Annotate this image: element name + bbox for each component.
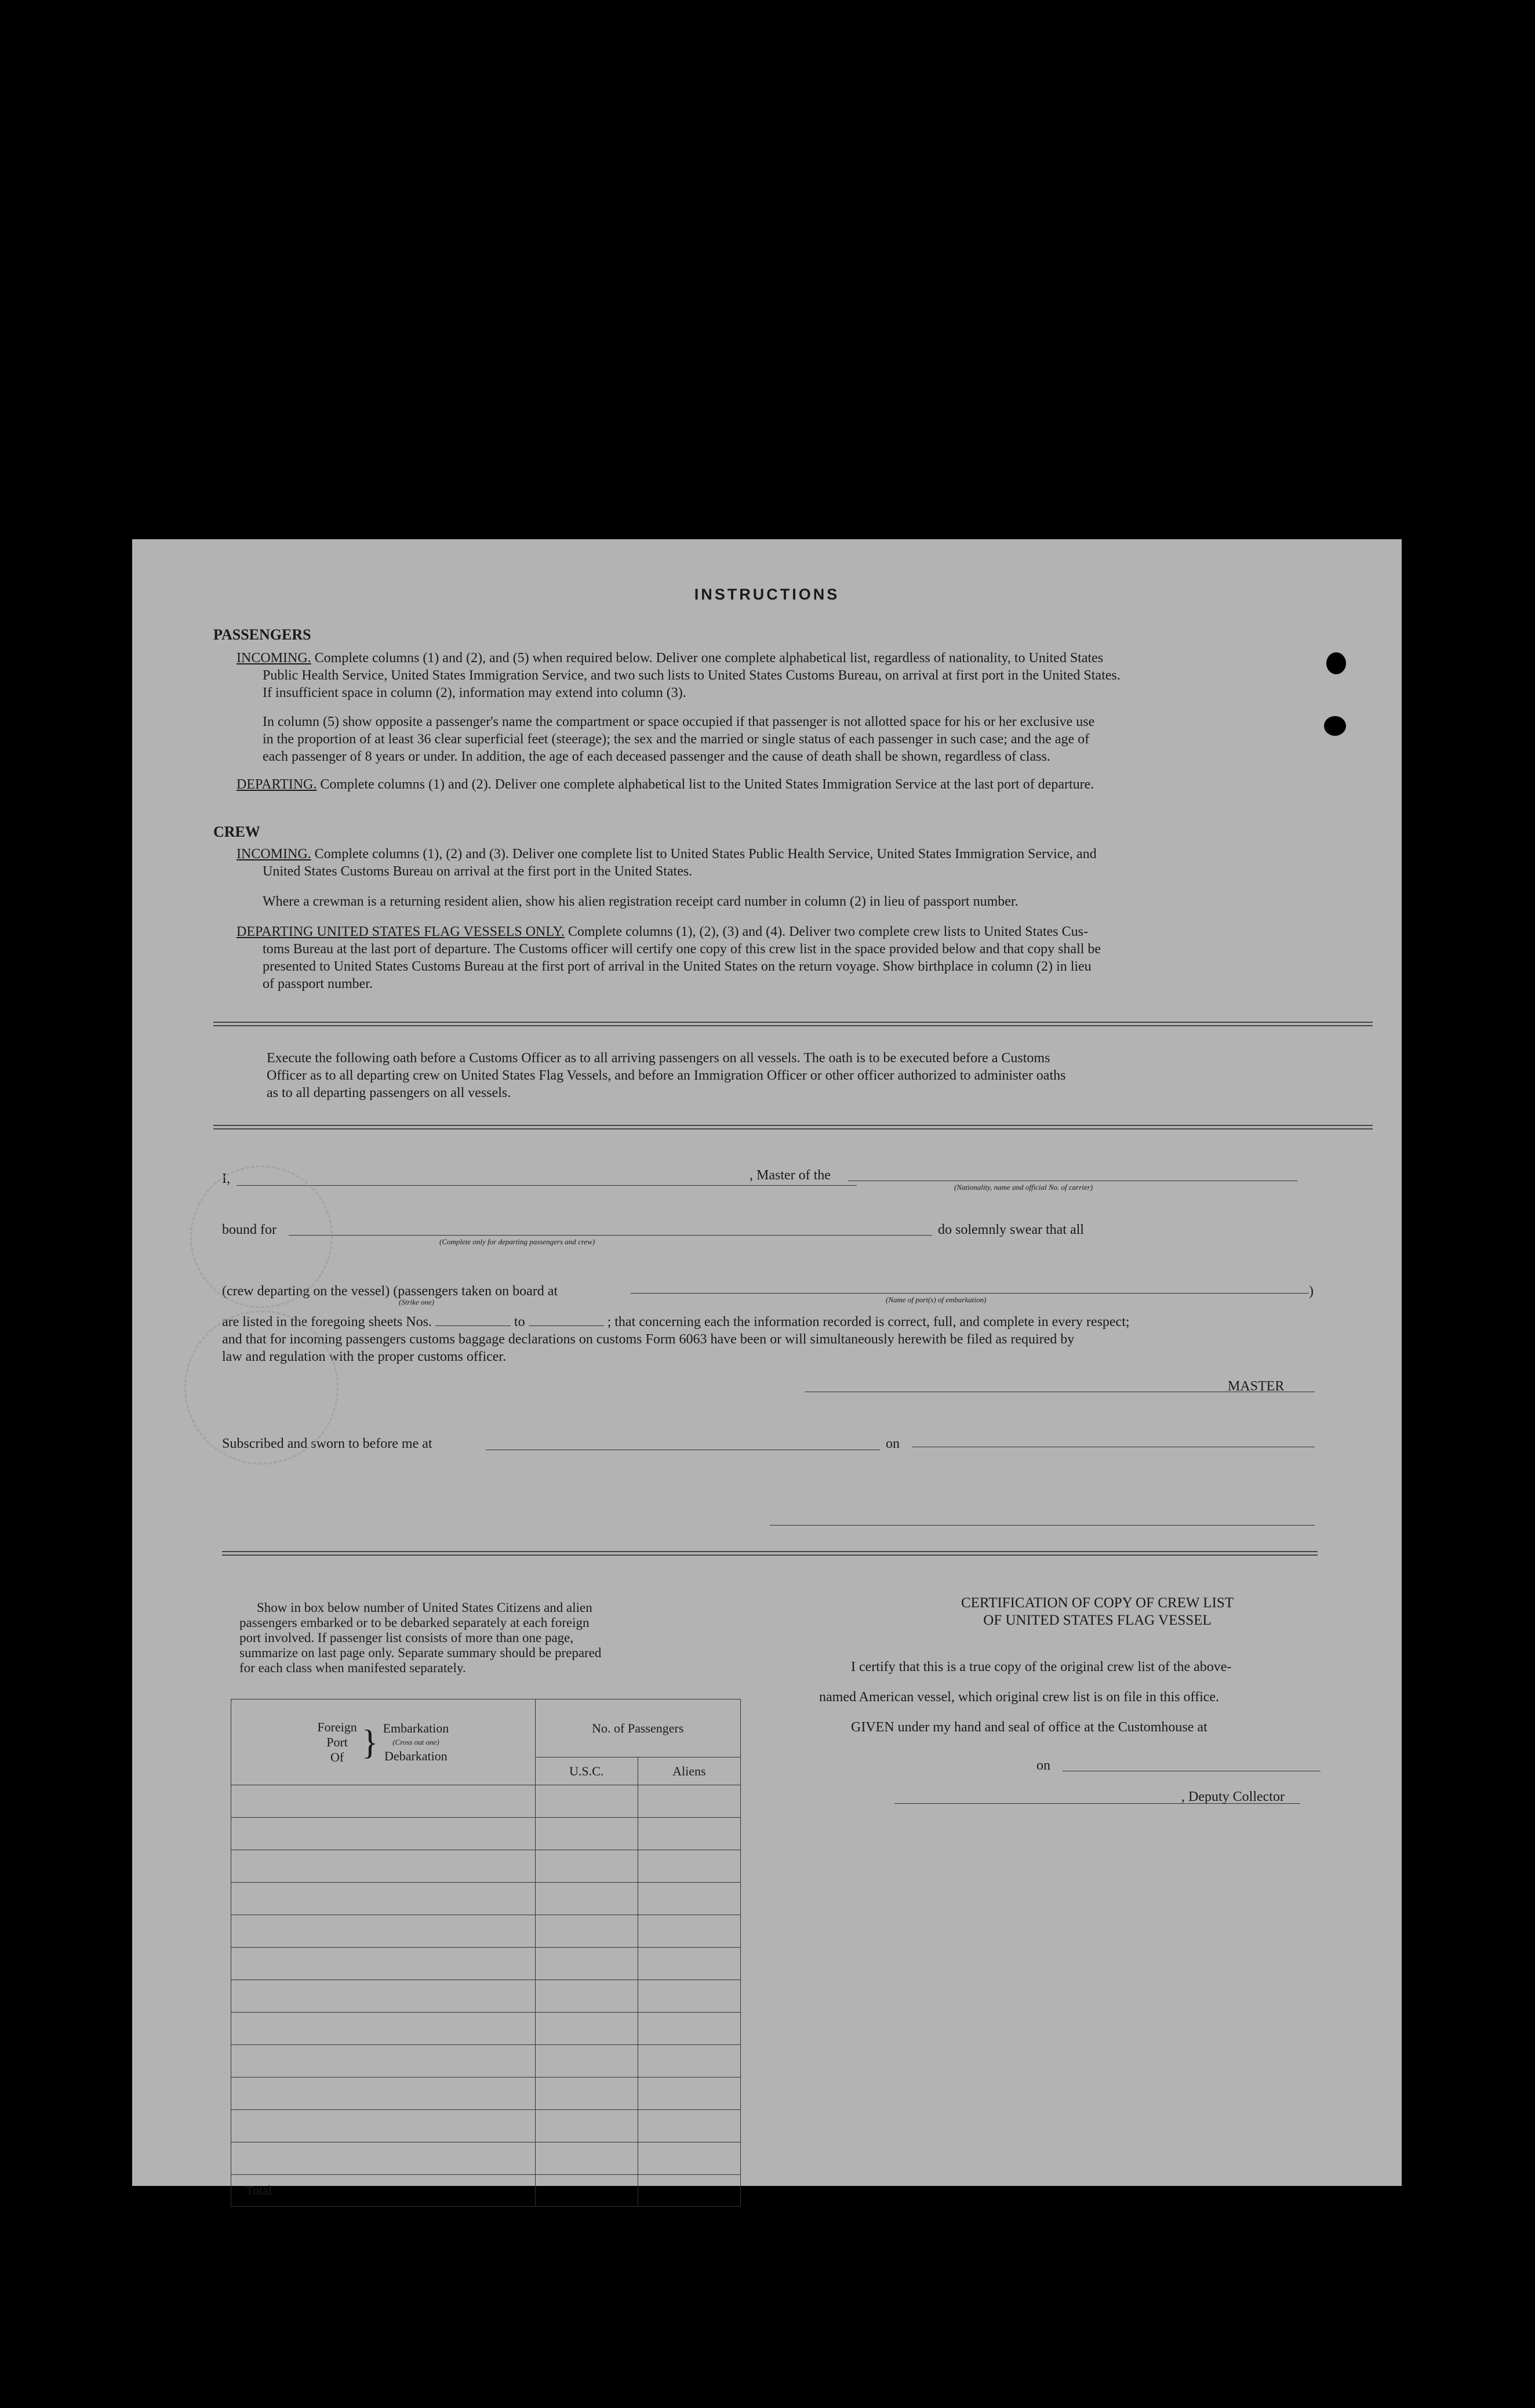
listed-to-label: to [514, 1314, 525, 1330]
subscribed-label: Subscribed and sworn to before me at [222, 1436, 432, 1451]
crew-incoming-line-1 [237, 845, 1373, 863]
table-row[interactable] [231, 1785, 741, 1818]
crew-departing-line-4: of passport number. [263, 976, 373, 991]
customs-seal-stamp [184, 1310, 339, 1465]
nationality-note: (Nationality, name and official No. of carrier) [954, 1183, 1093, 1192]
passengers-incoming-line-2: Public Health Service, United States Immigration Service, and two such lists to United States Customs Bureau, on arrival at first port in the United States. [263, 668, 1121, 683]
col-embarkation: Embarkation [383, 1720, 449, 1735]
brace-glyph: } [361, 1723, 379, 1761]
subscribed-on-label: on [886, 1436, 900, 1451]
bound-for-note: (Complete only for departing passengers and crew) [439, 1237, 595, 1246]
listed-text-1: are listed in the foregoing sheets Nos. [222, 1314, 432, 1330]
certification-line-1: I certify that this is a true copy of the original crew list of the above- [851, 1659, 1232, 1675]
certification-on-label: on [1036, 1758, 1050, 1773]
table-row[interactable] [231, 1883, 741, 1915]
column5-line-2: in the proportion of at least 36 clear superficial feet (steerage); the sex and the married or single status of each passenger in such case; and the age of [263, 732, 1090, 747]
crew-heading: CREW [213, 823, 260, 840]
passengers-column-header: No. of Passengers [535, 1699, 740, 1757]
oath-intro-line-3: as to all departing passengers on all vessels. [267, 1085, 511, 1101]
col-port: Port [326, 1734, 348, 1749]
oath-i-label: I, [222, 1171, 230, 1186]
col-debarkation: Debarkation [384, 1748, 448, 1763]
passengers-departing-line [237, 776, 1373, 793]
ports-note: (Name of port(s) of embarkation) [886, 1295, 987, 1304]
oath-intro-line-2: Officer as to all departing crew on United States Flag Vessels, and before an Immigration Officer or other officer authorized to administer oaths [267, 1068, 1066, 1083]
crew-incoming-label: INCOMING. [237, 847, 311, 862]
crew-departing-text-1: Complete columns (1), (2), (3) and (4). Deliver two complete crew lists to United States Cus- [568, 924, 1088, 939]
listed-line-4: law and regulation with the proper customs officer. [222, 1349, 507, 1364]
usc-column-header: U.S.C. [535, 1757, 638, 1785]
sheet-to-field[interactable] [529, 1314, 604, 1326]
crew-incoming-block [237, 845, 1373, 880]
table-row[interactable] [231, 1850, 741, 1883]
certification-heading-2: OF UNITED STATES FLAG VESSEL [983, 1612, 1212, 1628]
page-title: INSTRUCTIONS [694, 586, 840, 603]
table-row[interactable] [231, 1915, 741, 1948]
table-row[interactable] [231, 2110, 741, 2142]
summary-line-1: Show in box below number of United States Citizens and alien [257, 1600, 592, 1615]
passengers-departing-label: DEPARTING. [237, 777, 317, 792]
crew-departing-line-1 [237, 923, 1373, 940]
table-row[interactable] [231, 2013, 741, 2045]
col-foreign: Foreign [317, 1719, 357, 1734]
total-label: Total [231, 2175, 536, 2207]
listed-line-1 [222, 1313, 1381, 1331]
form-page [132, 539, 1402, 2198]
strike-note: (Strike one) [399, 1298, 435, 1306]
sheet-from-field[interactable] [435, 1314, 511, 1326]
column5-block [263, 713, 1364, 765]
certification-text [819, 1658, 1341, 1736]
certification-line-2: named American vessel, which original crew list is on file in this office. [819, 1690, 1220, 1705]
oath-intro [267, 1049, 1368, 1102]
table-row[interactable] [231, 1948, 741, 1980]
crew-departing-line-3: presented to United States Customs Bureau at the first port of arrival in the United States on the return voyage. Show birthplace in column (2) in lieu [263, 959, 1092, 974]
table-header-row [231, 1699, 741, 1757]
listed-text-2: ; that concerning each the information recorded is correct, full, and complete in every respect; [607, 1314, 1130, 1330]
oath-intro-line-1: Execute the following oath before a Customs Officer as to all arriving passengers on all vessels. The oath is to be executed before a Customs [267, 1051, 1050, 1066]
passengers-departing-text: Complete columns (1) and (2). Deliver one complete alphabetical list to the United States Immigration Service at the last port of departure. [320, 777, 1094, 792]
bound-for-line[interactable] [289, 1235, 932, 1236]
passengers-incoming-line-3: If insufficient space in column (2), information may extend into column (3). [263, 685, 686, 700]
summary-instructions [239, 1600, 726, 1676]
listed-block [222, 1313, 1381, 1365]
punch-hole [1324, 716, 1346, 736]
divider [213, 1022, 1373, 1026]
passengers-incoming-text-1: Complete columns (1) and (2), and (5) when required below. Deliver one complete alphabetical list, regardless of nationality, to United States [314, 651, 1104, 666]
summary-line-5: for each class when manifested separately. [239, 1661, 466, 1675]
passengers-incoming-line-1 [237, 649, 1373, 667]
crew-departing-line-2: toms Bureau at the last port of departure. The Customs officer will certify one copy of this crew list in the space provided below and that copy shall be [263, 942, 1101, 957]
divider [222, 1551, 1318, 1556]
divider [213, 1125, 1373, 1129]
certification-heading-1: CERTIFICATION OF COPY OF CREW LIST [961, 1595, 1234, 1611]
ports-line[interactable] [631, 1293, 1309, 1294]
master-label: MASTER [1228, 1379, 1285, 1394]
table-row[interactable] [231, 2142, 741, 2175]
listed-line-3: and that for incoming passengers customs baggage declarations on customs Form 6063 have been or will simultaneously herewith be filed as required by [222, 1332, 1075, 1347]
punch-hole [1326, 652, 1346, 674]
aliens-column-header: Aliens [638, 1757, 740, 1785]
crew-resident-text: Where a crewman is a returning resident alien, show his alien registration receipt card number in column (2) in lieu of passport number. [263, 894, 1019, 909]
paren-close: ) [1309, 1284, 1314, 1299]
total-row[interactable] [231, 2175, 741, 2207]
summary-line-2: passengers embarked or to be debarked separately at each foreign [239, 1615, 590, 1630]
crew-incoming-text-1: Complete columns (1), (2) and (3). Deliver one complete list to United States Public Health Service, United States Immigration Service, and [314, 847, 1097, 862]
column5-line-1: In column (5) show opposite a passenger's name the compartment or space occupied if that passenger is not allotted space for his or her exclusive use [263, 714, 1095, 729]
port-column-header [231, 1699, 536, 1785]
summary-line-3: port involved. If passenger list consists of more than one page, [239, 1630, 574, 1645]
swear-text: do solemnly swear that all [938, 1222, 1084, 1237]
crew-incoming-line-2: United States Customs Bureau on arrival at the first port in the United States. [263, 864, 693, 879]
col-cross-out: (Cross out one) [392, 1737, 439, 1746]
master-name-line[interactable] [237, 1185, 857, 1186]
passengers-incoming-label: INCOMING. [237, 651, 311, 666]
table-row[interactable] [231, 1980, 741, 2013]
passengers-incoming-block [237, 649, 1373, 702]
deputy-collector-label: , Deputy Collector [1181, 1789, 1285, 1804]
table-row[interactable] [231, 1818, 741, 1850]
passengers-heading: PASSENGERS [213, 626, 311, 643]
officer-signature-line[interactable] [770, 1525, 1315, 1526]
customs-seal-stamp [190, 1165, 333, 1308]
summary-line-4: summarize on last page only. Separate summary should be prepared [239, 1646, 602, 1660]
crew-departing-block [237, 923, 1373, 993]
col-of: Of [330, 1749, 344, 1764]
crew-departing-oath: (crew departing on the vessel) (passengers taken on board at [222, 1284, 558, 1299]
passenger-summary-table [231, 1699, 741, 2207]
table-row[interactable] [231, 2045, 741, 2078]
certification-given: GIVEN under my hand and seal of office at the Customhouse at [851, 1720, 1207, 1735]
certification-heading [851, 1595, 1344, 1629]
master-of-label: , Master of the [750, 1168, 831, 1183]
bound-for-label: bound for [222, 1222, 277, 1237]
column5-line-3: each passenger of 8 years or under. In addition, the age of each deceased passenger and the cause of death shall be shown, regardless of class. [263, 749, 1050, 764]
crew-departing-label: DEPARTING UNITED STATES FLAG VESSELS ONLY. [237, 924, 565, 939]
table-row[interactable] [231, 2078, 741, 2110]
